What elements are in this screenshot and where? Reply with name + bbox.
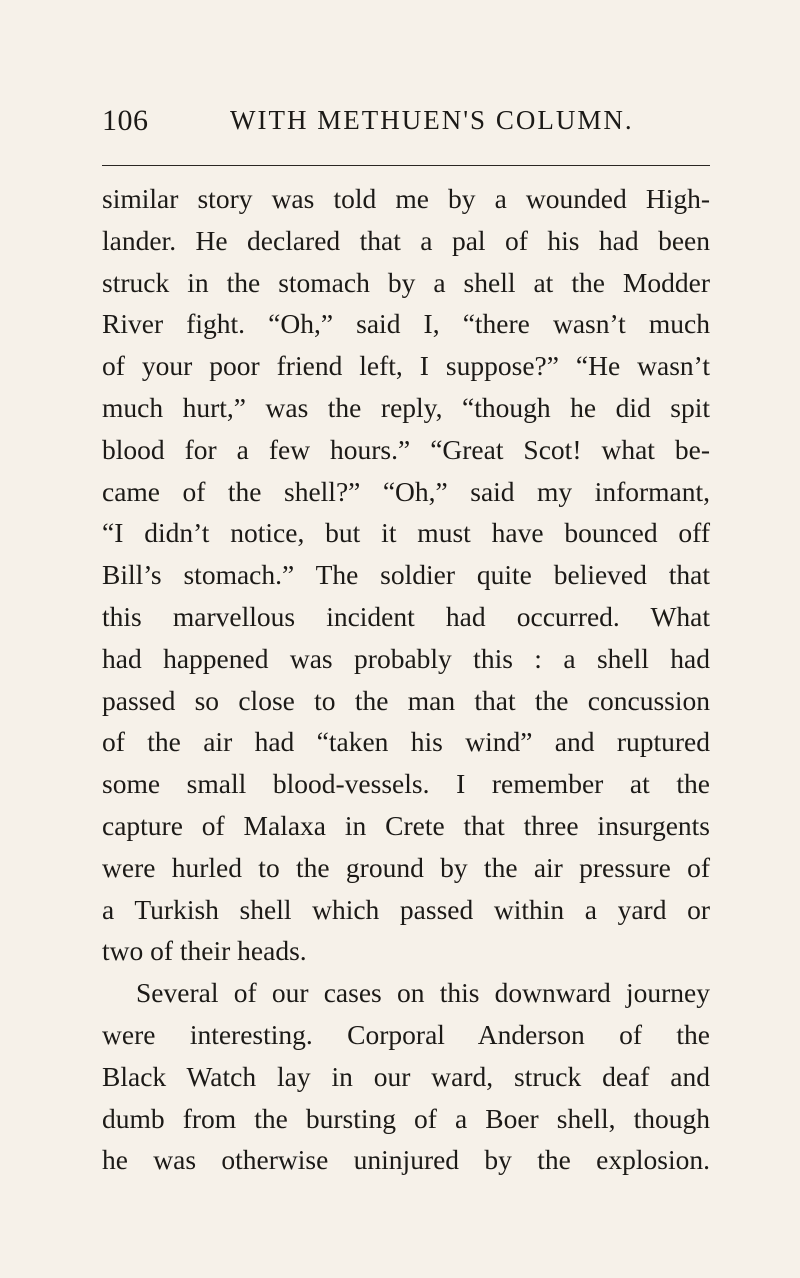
text-line: much hurt,” was the reply, “though he did spit [102,391,710,423]
text-line: of your poor friend left, I suppose?” “He wasn’t [102,350,710,382]
text-line: blood for a few hours.” “Great Scot! what be- [102,433,710,465]
body-text [102,178,710,1181]
text-line: of the air had “taken his wind” and ruptured [102,726,710,758]
text-line: were interesting. Corporal Anderson of the [102,1018,710,1050]
text-line: came of the shell?” “Oh,” said my informant, [102,475,710,507]
text-line: Bill’s stomach.” The soldier quite believed that [102,559,710,591]
text-line: capture of Malaxa in Crete that three insurgents [102,809,710,841]
text-line-paragraph-start: Several of our cases on this downward journey [136,977,710,1009]
text-line: River fight. “Oh,” said I, “there wasn’t much [102,308,710,340]
running-head [102,104,710,144]
text-line: had happened was probably this : a shell had [102,642,710,674]
text-line: lander. He declared that a pal of his had been [102,224,710,256]
text-line: were hurled to the ground by the air pressure of [102,851,710,883]
text-line: he was otherwise uninjured by the explosion. [102,1144,710,1176]
text-line: dumb from the bursting of a Boer shell, though [102,1102,710,1134]
text-line: this marvellous incident had occurred. What [102,600,710,632]
text-line: some small blood-vessels. I remember at the [102,768,710,800]
text-line: “I didn’t notice, but it must have bounced off [102,517,710,549]
running-title: WITH METHUEN'S COLUMN. [230,105,634,135]
text-line-paragraph-end: two of their heads. [102,935,307,967]
page-number: 106 [102,104,149,137]
text-line: Black Watch lay in our ward, struck deaf and [102,1060,710,1092]
text-line: struck in the stomach by a shell at the Modder [102,266,710,298]
header-rule [102,165,710,166]
text-line: passed so close to the man that the concussion [102,684,710,716]
text-line: a Turkish shell which passed within a yard or [102,893,710,925]
text-line: similar story was told me by a wounded High- [102,183,710,214]
